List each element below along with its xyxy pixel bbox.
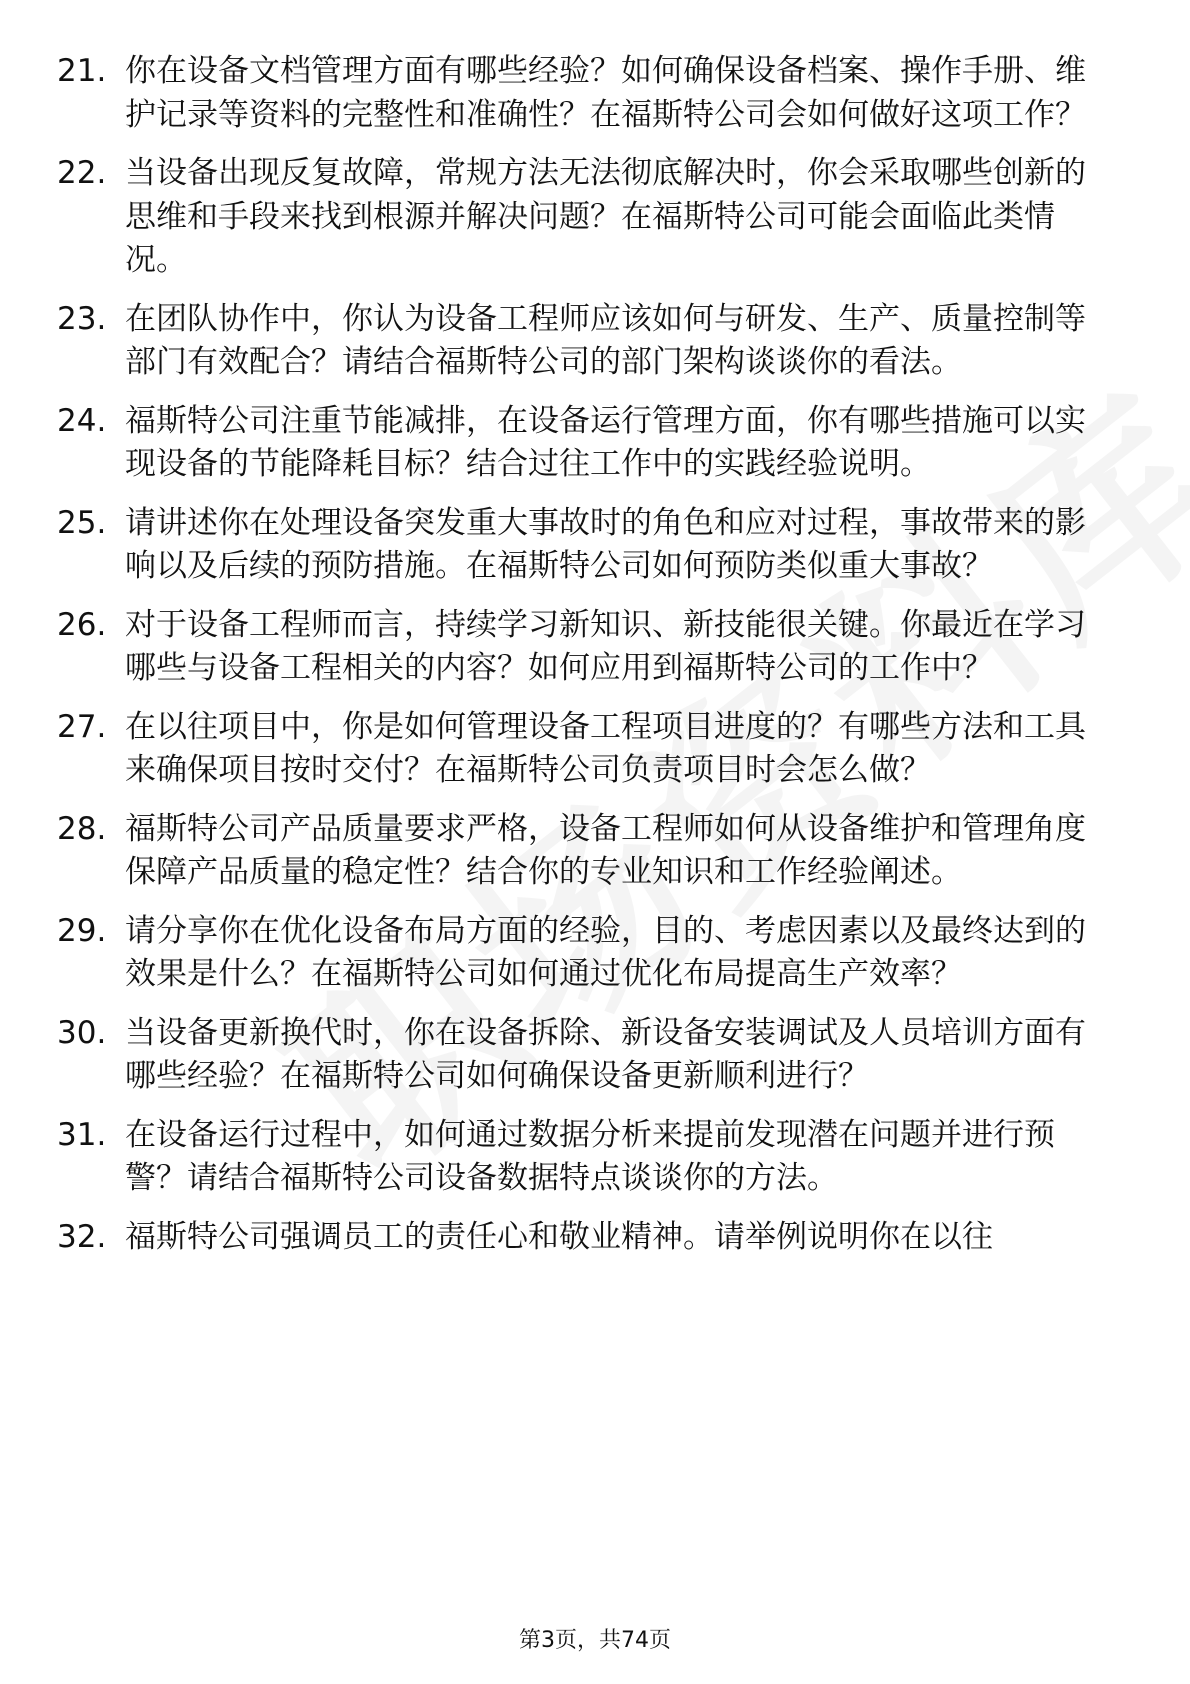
question-number: 26. [57,606,107,643]
question-item [0,502,1190,589]
question-text: 请分享你在优化设备布局方面的经验，目的、考虑因素以及最终达到的效果是什么？在福斯特公司如何通过优化布局提高生产效率？ [125,912,1086,992]
question-item [0,1114,1190,1201]
question-number: 27. [57,708,107,745]
question-item [0,152,1190,283]
question-number: 29. [57,912,107,949]
question-item [0,400,1190,487]
question-item [0,50,1190,137]
question-list [0,50,1190,1274]
question-number: 22. [57,155,107,191]
question-item [0,298,1190,385]
question-item [0,1216,1190,1260]
question-text: 福斯特公司产品质量要求严格，设备工程师如何从设备维护和管理角度保障产品质量的稳定性？结合你的专业知识和工作经验阐述。 [125,810,1086,890]
question-number: 28. [57,810,107,847]
question-number: 32. [57,1218,107,1255]
question-text: 当设备更新换代时，你在设备拆除、新设备安装调试及人员培训方面有哪些经验？在福斯特公司如何确保设备更新顺利进行？ [125,1014,1086,1094]
question-number: 31. [57,1116,107,1153]
question-text: 你在设备文档管理方面有哪些经验？如何确保设备档案、操作手册、维护记录等资料的完整性和准确性？在福斯特公司会如何做好这项工作？ [125,53,1086,133]
question-text: 在以往项目中，你是如何管理设备工程项目进度的？有哪些方法和工具来确保项目按时交付？在福斯特公司负责项目时会怎么做？ [125,708,1086,788]
page-number: 第3页，共74页 [519,1628,671,1653]
question-text: 对于设备工程师而言，持续学习新知识、新技能很关键。你最近在学习哪些与设备工程相关的内容？如何应用到福斯特公司的工作中？ [125,606,1086,686]
question-number: 25. [57,504,107,541]
question-item [0,910,1190,997]
question-text: 在设备运行过程中，如何通过数据分析来提前发现潜在问题并进行预警？请结合福斯特公司设备数据特点谈谈你的方法。 [125,1116,1055,1196]
question-number: 24. [57,402,107,439]
question-text: 福斯特公司注重节能减排，在设备运行管理方面，你有哪些措施可以实现设备的节能降耗目标？结合过往工作中的实践经验说明。 [125,402,1086,482]
question-item [0,706,1190,793]
question-text: 请讲述你在处理设备突发重大事故时的角色和应对过程，事故带来的影响以及后续的预防措施。在福斯特公司如何预防类似重大事故？ [125,504,1086,584]
question-text: 当设备出现反复故障，常规方法无法彻底解决时，你会采取哪些创新的思维和手段来找到根源并解决问题？在福斯特公司可能会面临此类情况。 [125,155,1086,278]
question-number: 21. [57,53,107,89]
question-text: 在团队协作中，你认为设备工程师应该如何与研发、生产、质量控制等部门有效配合？请结合福斯特公司的部门架构谈谈你的看法。 [125,300,1086,380]
question-number: 23. [57,300,107,337]
question-item [0,808,1190,895]
question-number: 30. [57,1014,107,1051]
question-text: 福斯特公司强调员工的责任心和敬业精神。请举例说明你在以往 [125,1218,993,1255]
question-item [0,1012,1190,1099]
question-item [0,604,1190,691]
